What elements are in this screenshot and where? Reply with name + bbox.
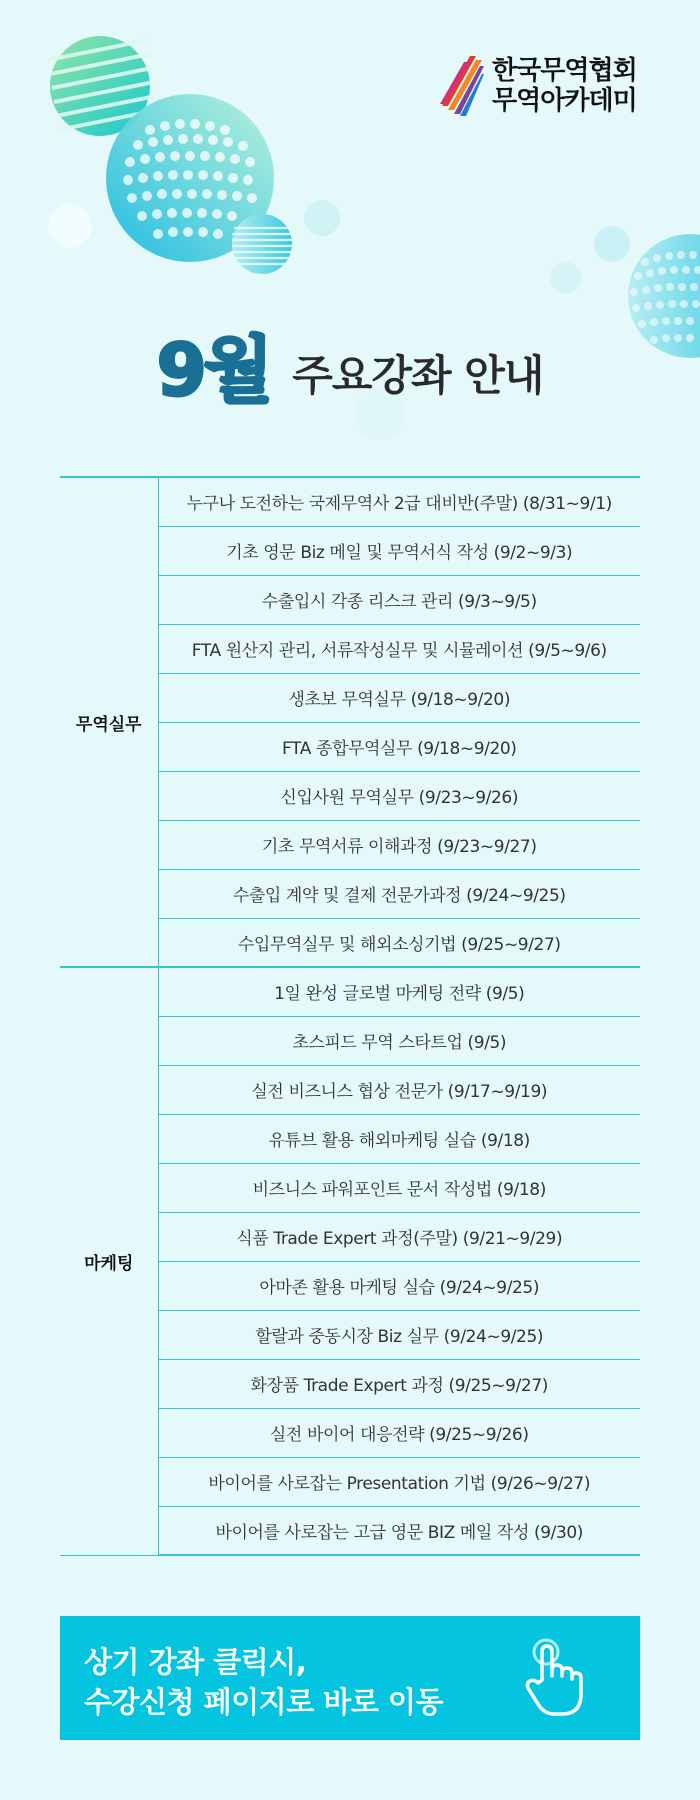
- course-link[interactable]: 바이어를 사로잡는 고급 영문 BIZ 메일 작성 (9/30): [158, 1506, 640, 1555]
- course-link[interactable]: 화장품 Trade Expert 과정 (9/25~9/27): [158, 1359, 640, 1408]
- course-link[interactable]: 바이어를 사로잡는 Presentation 기법 (9/26~9/27): [158, 1457, 640, 1506]
- course-link[interactable]: 누구나 도전하는 국제무역사 2급 대비반(주말) (8/31~9/1): [158, 477, 640, 526]
- course-link[interactable]: FTA 원산지 관리, 서류작성실무 및 시뮬레이션 (9/5~9/6): [158, 624, 640, 673]
- glow-circle: [550, 262, 582, 294]
- course-table: [60, 476, 640, 1556]
- pointing-hand-icon: [524, 1636, 584, 1720]
- course-link[interactable]: 생초보 무역실무 (9/18~9/20): [158, 673, 640, 722]
- apply-banner-button[interactable]: [60, 1616, 640, 1740]
- course-link[interactable]: 기초 무역서류 이해과정 (9/23~9/27): [158, 820, 640, 869]
- course-link[interactable]: 실전 바이어 대응전략 (9/25~9/26): [158, 1408, 640, 1457]
- course-link[interactable]: 수출입 계약 및 결제 전문가과정 (9/24~9/25): [158, 869, 640, 918]
- course-link[interactable]: 초스피드 무역 스타트업 (9/5): [158, 1016, 640, 1065]
- table-row: [60, 477, 640, 526]
- course-link[interactable]: 유튜브 활용 해외마케팅 실습 (9/18): [158, 1114, 640, 1163]
- course-link[interactable]: 실전 비즈니스 협상 전문가 (9/17~9/19): [158, 1065, 640, 1114]
- course-link[interactable]: 할랄과 중동시장 Biz 실무 (9/24~9/25): [158, 1310, 640, 1359]
- table-row: [60, 967, 640, 1016]
- logo[interactable]: [440, 56, 637, 116]
- course-link[interactable]: 1일 완성 글로벌 마케팅 전략 (9/5): [158, 967, 640, 1016]
- course-link[interactable]: 기초 영문 Biz 메일 및 무역서식 작성 (9/2~9/3): [158, 526, 640, 575]
- course-link[interactable]: 수입무역실무 및 해외소싱기법 (9/25~9/27): [158, 918, 640, 967]
- glow-circle: [48, 204, 92, 248]
- category-label: 마케팅: [60, 967, 158, 1555]
- logo-line-1: 한국무역협회: [492, 56, 637, 86]
- month-label: 9월: [156, 328, 271, 412]
- category-label: 무역실무: [60, 477, 158, 967]
- logo-stripes-icon: [440, 56, 484, 116]
- course-link[interactable]: 아마존 활용 마케팅 실습 (9/24~9/25): [158, 1261, 640, 1310]
- dotted-sphere-icon: [232, 214, 292, 274]
- page-title: [0, 328, 700, 412]
- course-link[interactable]: 식품 Trade Expert 과정(주말) (9/21~9/29): [158, 1212, 640, 1261]
- cta-text: [84, 1642, 443, 1722]
- logo-line-2: 무역아카데미: [492, 86, 637, 116]
- course-link[interactable]: 신입사원 무역실무 (9/23~9/26): [158, 771, 640, 820]
- course-link[interactable]: 비즈니스 파워포인트 문서 작성법 (9/18): [158, 1163, 640, 1212]
- course-link[interactable]: 수출입시 각종 리스크 관리 (9/3~9/5): [158, 575, 640, 624]
- cta-line-1: 상기 강좌 클릭시,: [84, 1645, 307, 1679]
- glow-circle: [304, 200, 340, 236]
- cta-line-2: 수강신청 페이지로 바로 이동: [84, 1685, 443, 1719]
- title-text: 주요강좌 안내: [292, 351, 544, 400]
- course-link[interactable]: FTA 종합무역실무 (9/18~9/20): [158, 722, 640, 771]
